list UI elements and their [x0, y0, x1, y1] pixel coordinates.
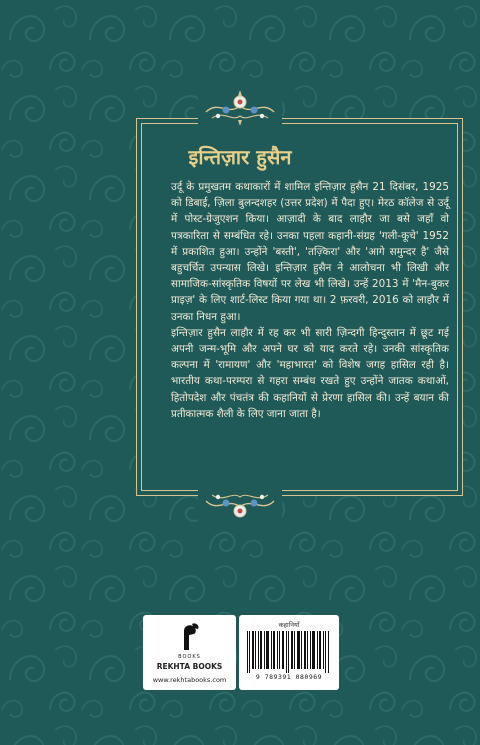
publisher-logo-box	[143, 615, 236, 690]
author-title: इन्तिज़ार हुसैन	[188, 145, 292, 169]
genre-label: कहानियाँ	[278, 621, 300, 629]
barcode-box	[239, 615, 339, 690]
isbn-number: 9 789391 080969	[255, 673, 323, 681]
floral-ornament-top-icon	[198, 82, 282, 132]
publisher-logo-small-text: BOOKS	[178, 654, 201, 660]
isbn-barcode	[245, 631, 333, 673]
bio-paragraph-1: उर्दू के प्रमुखतम कथाकारों में शामिल इन्तिज़ार हुसैन 21 दिसंबर, 1925 को डिबाई, ज़िला बुलन्दशहर (उत्तर प्रदेश) में पैदा हुए। मेरठ कॉलेज से उर्दू में पोस्ट-ग्रेजुएशन किया। आज़ादी के बाद लाहौर जा बसे जहाँ वो पत्रकारिता से सम्बंधित रहे। उनका पहला कहानी-संग्रह 'गली-कूचे' 1952 में प्रकाशित हुआ। उन्होंने 'बस्ती', 'तज़्किरा' और 'आगे समुन्दर है' जैसे बहुचर्चित उपन्यास लिखे। इन्तिज़ार हुसैन ने आलोचना भी लिखी और सामाजिक-सांस्कृतिक विषयों पर लेख भी लिखे। उन्हें 2013 में 'मैन-बुकर प्राइज़' के लिए शार्ट-लिस्ट किया गया था। 2 फ़रवरी, 2016 को लाहौर में उनका निधन हुआ।	[171, 181, 449, 323]
rekhta-logo-icon	[179, 623, 201, 651]
floral-ornament-bottom-icon	[198, 481, 282, 531]
bio-paragraph-2: इन्तिज़ार हुसैन लाहौर में रह कर भी सारी ज़िन्दगी हिन्दुस्तान में छूट गई अपनी जन्म-भूमि और अपने घर को याद करते रहे। उनकी सांस्कृतिक कल्पना में 'रामायण' और 'महाभारत' को विशेष जगह हासिल रही है। भारतीय कथा-परम्परा से गहरा सम्बंध रखते हुए उन्होंने जातक कथाओं, हितोपदेश और पंचतंत्र की कहानियों से प्रेरणा हासिल की। उन्हें बयान की प्रतीकात्मक शैली के लिए जाना जाता है।	[171, 326, 449, 420]
publisher-url: www.rekhtabooks.com	[152, 676, 227, 684]
author-biography	[171, 179, 449, 422]
publisher-name: REKHTA BOOKS	[156, 662, 223, 671]
